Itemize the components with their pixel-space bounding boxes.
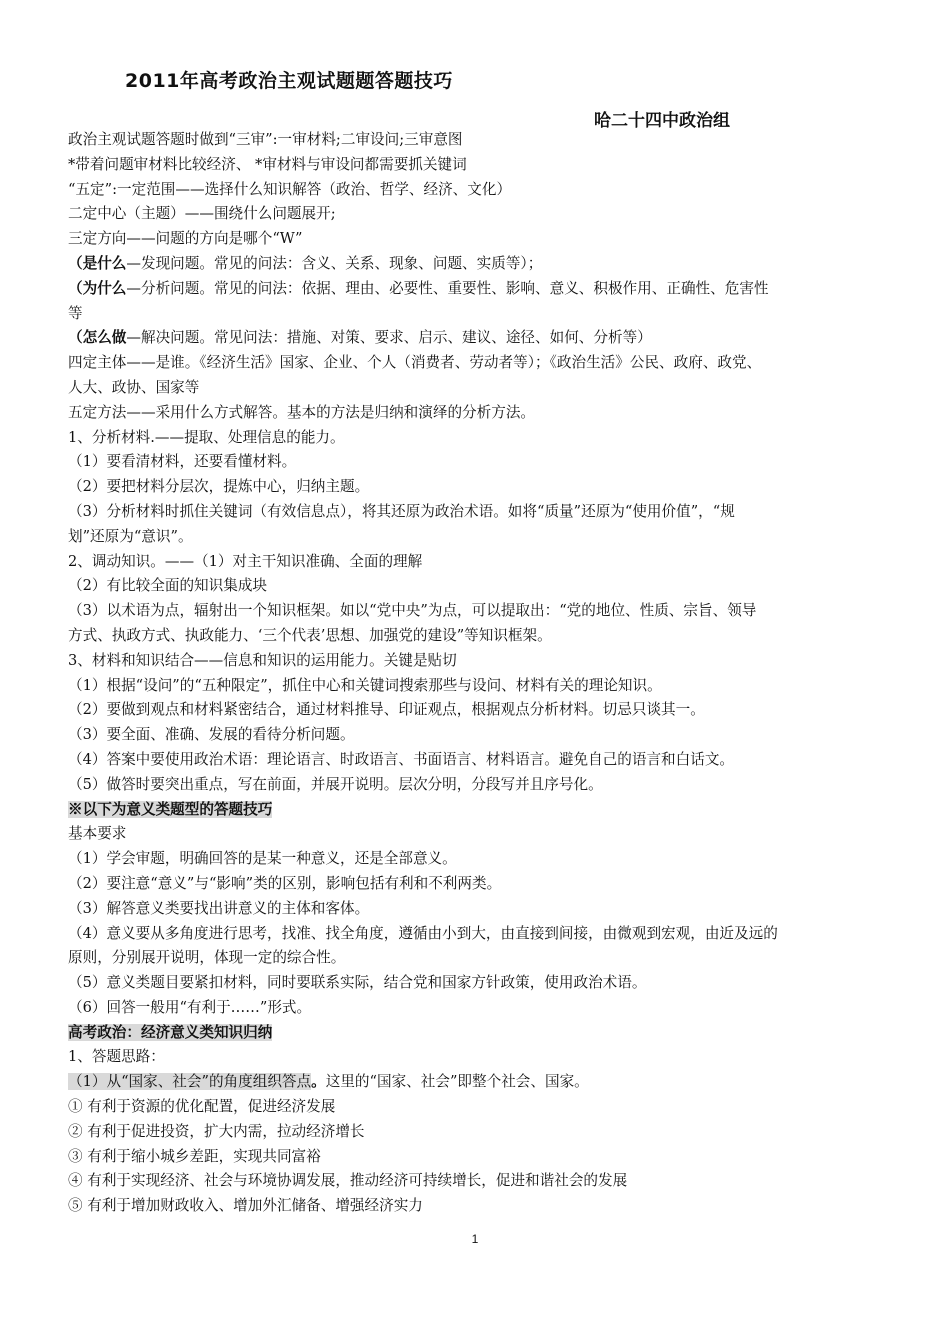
text-line: 二定中心（主题）——围绕什么问题展开; [68, 205, 336, 223]
line-text: —解决问题。常见问法：措施、对策、要求、启示、建议、途径、如何、分析等） [126, 329, 652, 347]
text-line: （2）要注意“意义”与“影响”类的区别，影响包括有利和不利两类。 [68, 874, 502, 892]
text-line: 1、答题思路： [68, 1048, 165, 1066]
text-line [68, 326, 888, 351]
text-line: （4）意义要从多角度进行思考，找准、找全角度，遵循由小到大，由直接到间接，由微观到宏观，由近及远的 [68, 924, 778, 942]
text-line: 2、调动知识。——（1）对主干知识准确、全面的理解 [68, 552, 423, 570]
highlighted-text: （1）从“国家、社会”的角度组织答点 [68, 1073, 312, 1091]
bold-text: 。 [311, 1073, 326, 1091]
text-line: ③ 有利于缩小城乡差距，实现共同富裕 [68, 1147, 321, 1165]
text-line: ④ 有利于实现经济、社会与环境协调发展，推动经济可持续增长，促进和谐社会的发展 [68, 1172, 628, 1190]
text-line: （6）回答一般用“有利于……”形式。 [68, 998, 312, 1016]
bold-lead: （是什么 [68, 254, 127, 272]
text-line: 划”还原为“意识”。 [68, 527, 193, 545]
text-line: 3、材料和知识结合——信息和知识的运用能力。关键是贴切 [68, 651, 457, 669]
text-line: （2）要把材料分层次，提炼中心，归纳主题。 [68, 478, 370, 496]
text-line: 1、分析材料.——提取、处理信息的能力。 [68, 428, 345, 446]
text-line: （4）答案中要使用政治术语：理论语言、时政语言、书面语言、材料语言。避免自己的语言和白话文。 [68, 750, 735, 768]
page-number: 1 [471, 1232, 479, 1246]
text-line [68, 277, 888, 302]
text-line [68, 1070, 888, 1095]
bold-lead: （为什么 [68, 279, 127, 297]
text-line: （5）做答时要突出重点，写在前面，并展开说明。层次分明，分段写并且序号化。 [68, 775, 603, 793]
text-line: *带着问题审材料比较经济、 *审材料与审设问都需要抓关键词 [68, 155, 467, 173]
text-line: （5）意义类题目要紧扣材料，同时要联系实际，结合党和国家方针政策，使用政治术语。 [68, 974, 647, 992]
document-body [68, 128, 888, 1219]
text-line: ① 有利于资源的优化配置，促进经济发展 [68, 1098, 336, 1116]
section-heading: 高考政治：经济意义类知识归纳 [68, 1023, 273, 1041]
text-line [68, 798, 888, 823]
text-line: （1）根据“设问”的“五种限定”，抓住中心和关键词搜索那些与设问、材料有关的理论知识。 [68, 676, 662, 694]
text-line: （2）有比较全面的知识集成块 [68, 577, 268, 595]
author-line: 哈二十四中政治组 [594, 111, 730, 131]
line-text: 这里的“国家、社会”即整个社会、国家。 [325, 1073, 589, 1091]
text-line: 五定方法——采用什么方式解答。基本的方法是归纳和演绎的分析方法。 [68, 403, 536, 421]
page-title: 2011年高考政治主观试题题答题技巧 [125, 70, 453, 92]
text-line: 方式、执政方式、执政能力、‘三个代表’思想、加强党的建设”等知识框架。 [68, 626, 552, 644]
text-line: 基本要求 [68, 825, 127, 843]
text-line: 三定方向——问题的方向是哪个“W” [68, 230, 303, 248]
text-line: （3）解答意义类要找出讲意义的主体和客体。 [68, 899, 370, 917]
line-text: —分析问题。常见的问法：依据、理由、必要性、重要性、影响、意义、积极作用、正确性、危害性 [126, 279, 769, 297]
text-line: 原则，分别展开说明，体现一定的综合性。 [68, 949, 346, 967]
text-line [68, 1021, 888, 1046]
text-line: （3）分析材料时抓住关键词（有效信息点），将其还原为政治术语。如将“质量”还原为“使用价值”，“规 [68, 502, 735, 520]
bold-lead: （怎么做 [68, 329, 127, 347]
text-line: （2）要做到观点和材料紧密结合，通过材料推导、印证观点，根据观点分析材料。切忌只谈其一。 [68, 701, 705, 719]
section-heading: ※以下为意义类题型的答题技巧 [68, 800, 273, 818]
line-text: —发现问题。常见的问法：含义、关系、现象、问题、实质等）； [126, 254, 543, 272]
text-line: 等 [68, 304, 83, 322]
text-line: （1）学会审题，明确回答的是某一种意义，还是全部意义。 [68, 850, 457, 868]
text-line: 四定主体——是谁。《经济生活》国家、企业、个人（消费者、劳动者等）；《政治生活》公民、政府、政党、 [68, 354, 762, 372]
text-line: “五定”:一定范围——选择什么知识解答（政治、哲学、经济、文化） [68, 180, 512, 198]
text-line: （1）要看清材料，还要看懂材料。 [68, 453, 297, 471]
text-line [68, 252, 888, 277]
text-line: 政治主观试题答题时做到“三审”:一审材料;二审设问;三审意图 [68, 131, 463, 148]
text-line: （3）以术语为点，辐射出一个知识框架。如以“党中央”为点，可以提取出：“党的地位、性质、宗旨、领导 [68, 602, 757, 620]
text-line: ② 有利于促进投资，扩大内需，拉动经济增长 [68, 1122, 365, 1140]
text-line: （3）要全面、准确、发展的看待分析问题。 [68, 726, 355, 744]
text-line: 人大、政协、国家等 [68, 378, 200, 396]
text-line: ⑤ 有利于增加财政收入、增加外汇储备、增强经济实力 [68, 1197, 423, 1215]
